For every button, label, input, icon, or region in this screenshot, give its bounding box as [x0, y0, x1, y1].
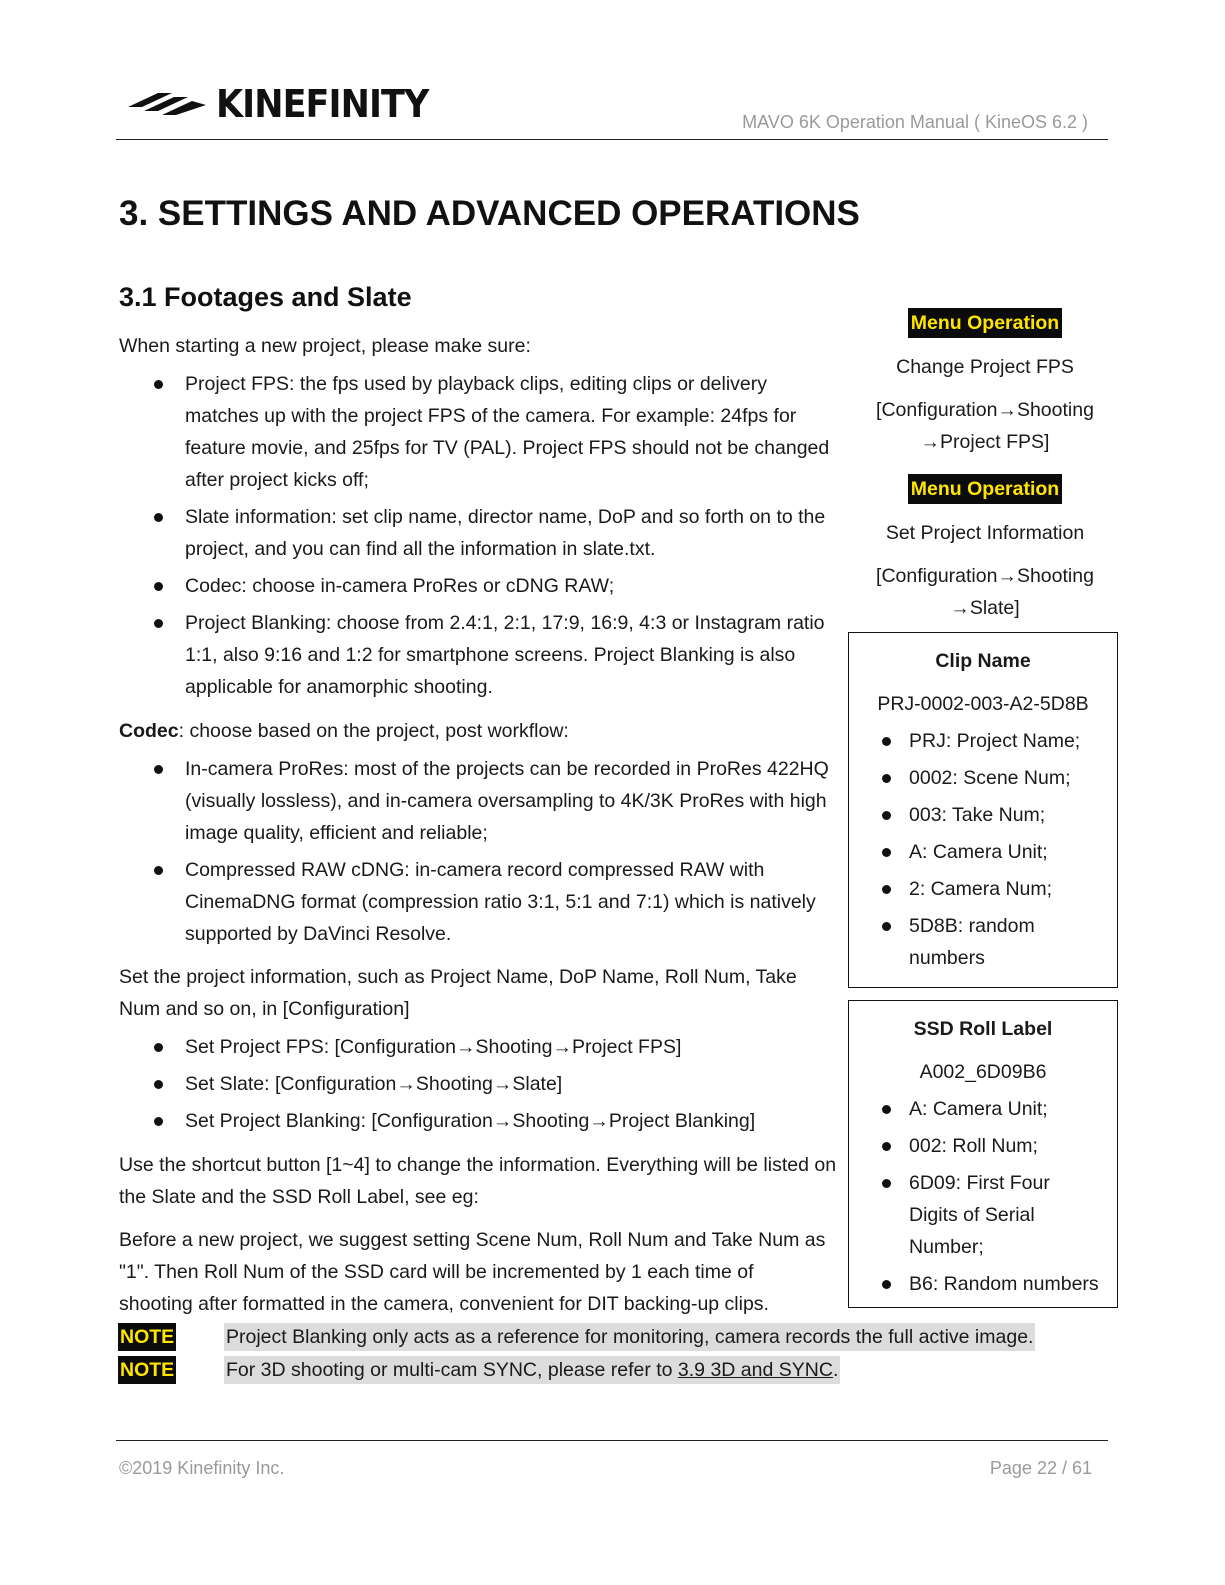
list-item: B6: Random numbers: [849, 1268, 1117, 1300]
clip-name-example: PRJ-0002-003-A2-5D8B: [877, 693, 1089, 715]
menu-path: [Configuration→Shooting: [876, 565, 1094, 587]
list-item: A: Camera Unit;: [849, 1093, 1117, 1125]
chapter-title: 3. SETTINGS AND ADVANCED OPERATIONS: [119, 194, 860, 233]
note-badge: NOTE: [118, 1356, 176, 1384]
note-text-prefix: For 3D shooting or multi-cam SYNC, please refer to: [226, 1359, 678, 1381]
list-item: Compressed RAW cDNG: in-camera record compressed RAW with CinemaDNG format (compression ratio 3:1, 5:1 and 7:1) which is natively supported by DaVinci Resolve.: [119, 854, 839, 950]
list-item: 2: Camera Num;: [849, 873, 1117, 905]
list-item: 002: Roll Num;: [849, 1130, 1117, 1162]
before-project-text: Before a new project, we suggest setting Scene Num, Roll Num and Take Num as "1". Then Roll Num of the SSD card will be incremented by 1 each time of shooting after formatted in the camera, convenient for DIT backing-up clips.: [119, 1229, 826, 1315]
codec-list: [119, 753, 839, 955]
list-item: PRJ: Project Name;: [849, 725, 1117, 757]
section-title: 3.1 Footages and Slate: [119, 282, 412, 312]
box-title: Clip Name: [935, 650, 1031, 672]
kinefinity-logo: [128, 82, 447, 126]
sync-section-link[interactable]: 3.9 3D and SYNC: [677, 1359, 833, 1381]
project-info-text: Set the project information, such as Project Name, DoP Name, Roll Num, Take Num and so on, in [Configuration]: [119, 966, 797, 1020]
note-text: Project Blanking only acts as a reference for monitoring, camera records the full active image.: [224, 1323, 1035, 1351]
list-item: 6D09: First Four Digits of Serial Number;: [849, 1167, 1117, 1263]
note-badge: NOTE: [118, 1323, 176, 1351]
codec-label: Codec: [119, 720, 179, 742]
menu-operation-badge: Menu Operation: [908, 474, 1062, 504]
list-item: Slate information: set clip name, director name, DoP and so forth on to the project, and you can find all the information in slate.txt.: [119, 501, 839, 565]
logo-wordmark: KINEFINITY: [216, 82, 429, 126]
list-item: Set Slate: [Configuration→Shooting→Slate]: [119, 1068, 839, 1100]
list-item: 5D8B: random numbers: [849, 910, 1117, 974]
list-item: A: Camera Unit;: [849, 836, 1117, 868]
menu-operation-fps: [850, 307, 1120, 458]
menu-path: →Project FPS]: [920, 431, 1050, 453]
codec-intro: [119, 715, 839, 747]
intro-text: When starting a new project, please make sure:: [119, 335, 531, 357]
codec-intro-text: : choose based on the project, post workflow:: [178, 720, 569, 742]
config-list: [119, 1031, 839, 1142]
ssd-roll-label-box: [848, 1000, 1118, 1308]
menu-title: Change Project FPS: [896, 356, 1074, 378]
list-item: Codec: choose in-camera ProRes or cDNG RAW;: [119, 570, 839, 602]
list-item: Set Project FPS: [Configuration→Shooting→Project FPS]: [119, 1031, 839, 1063]
ssd-label-example: A002_6D09B6: [919, 1061, 1047, 1083]
menu-path: [Configuration→Shooting: [876, 399, 1094, 421]
project-checklist: [119, 368, 839, 708]
clip-name-box: [848, 632, 1118, 988]
footer-divider: [116, 1440, 1108, 1441]
menu-operation-slate: [850, 473, 1120, 624]
list-item: In-camera ProRes: most of the projects can be recorded in ProRes 422HQ (visually lossless), and in-camera oversampling to 4K/3K ProRes with high image quality, efficient and reliable;: [119, 753, 839, 849]
page-number: Page 22 / 61: [989, 1458, 1092, 1478]
note-text-suffix: .: [832, 1359, 839, 1381]
copyright: ©2019 Kinefinity Inc.: [119, 1458, 285, 1478]
list-item: Project FPS: the fps used by playback clips, editing clips or delivery matches up with the project FPS of the camera. For example: 24fps for feature movie, and 25fps for TV (PAL). Project FPS should not be changed after project kicks off;: [119, 368, 839, 496]
shortcut-text: Use the shortcut button [1~4] to change the information. Everything will be listed on the Slate and the SSD Roll Label, see eg:: [119, 1154, 837, 1208]
menu-path: →Slate]: [950, 597, 1020, 619]
list-item: Set Project Blanking: [Configuration→Shooting→Project Blanking]: [119, 1105, 839, 1137]
list-item: Project Blanking: choose from 2.4:1, 2:1, 17:9, 16:9, 4:3 or Instagram ratio 1:1, also 9:16 and 1:2 for smartphone screens. Project Blanking is also applicable for anamorphic shooting.: [119, 607, 839, 703]
logo-mark-icon: [128, 85, 208, 123]
note-text: [224, 1356, 840, 1384]
menu-title: Set Project Information: [885, 522, 1085, 544]
header-divider: [116, 139, 1108, 140]
box-title: SSD Roll Label: [913, 1018, 1053, 1040]
list-item: 0002: Scene Num;: [849, 762, 1117, 794]
menu-operation-badge: Menu Operation: [908, 308, 1062, 338]
list-item: 003: Take Num;: [849, 799, 1117, 831]
manual-title: MAVO 6K Operation Manual ( KineOS 6.2 ): [742, 112, 1088, 132]
